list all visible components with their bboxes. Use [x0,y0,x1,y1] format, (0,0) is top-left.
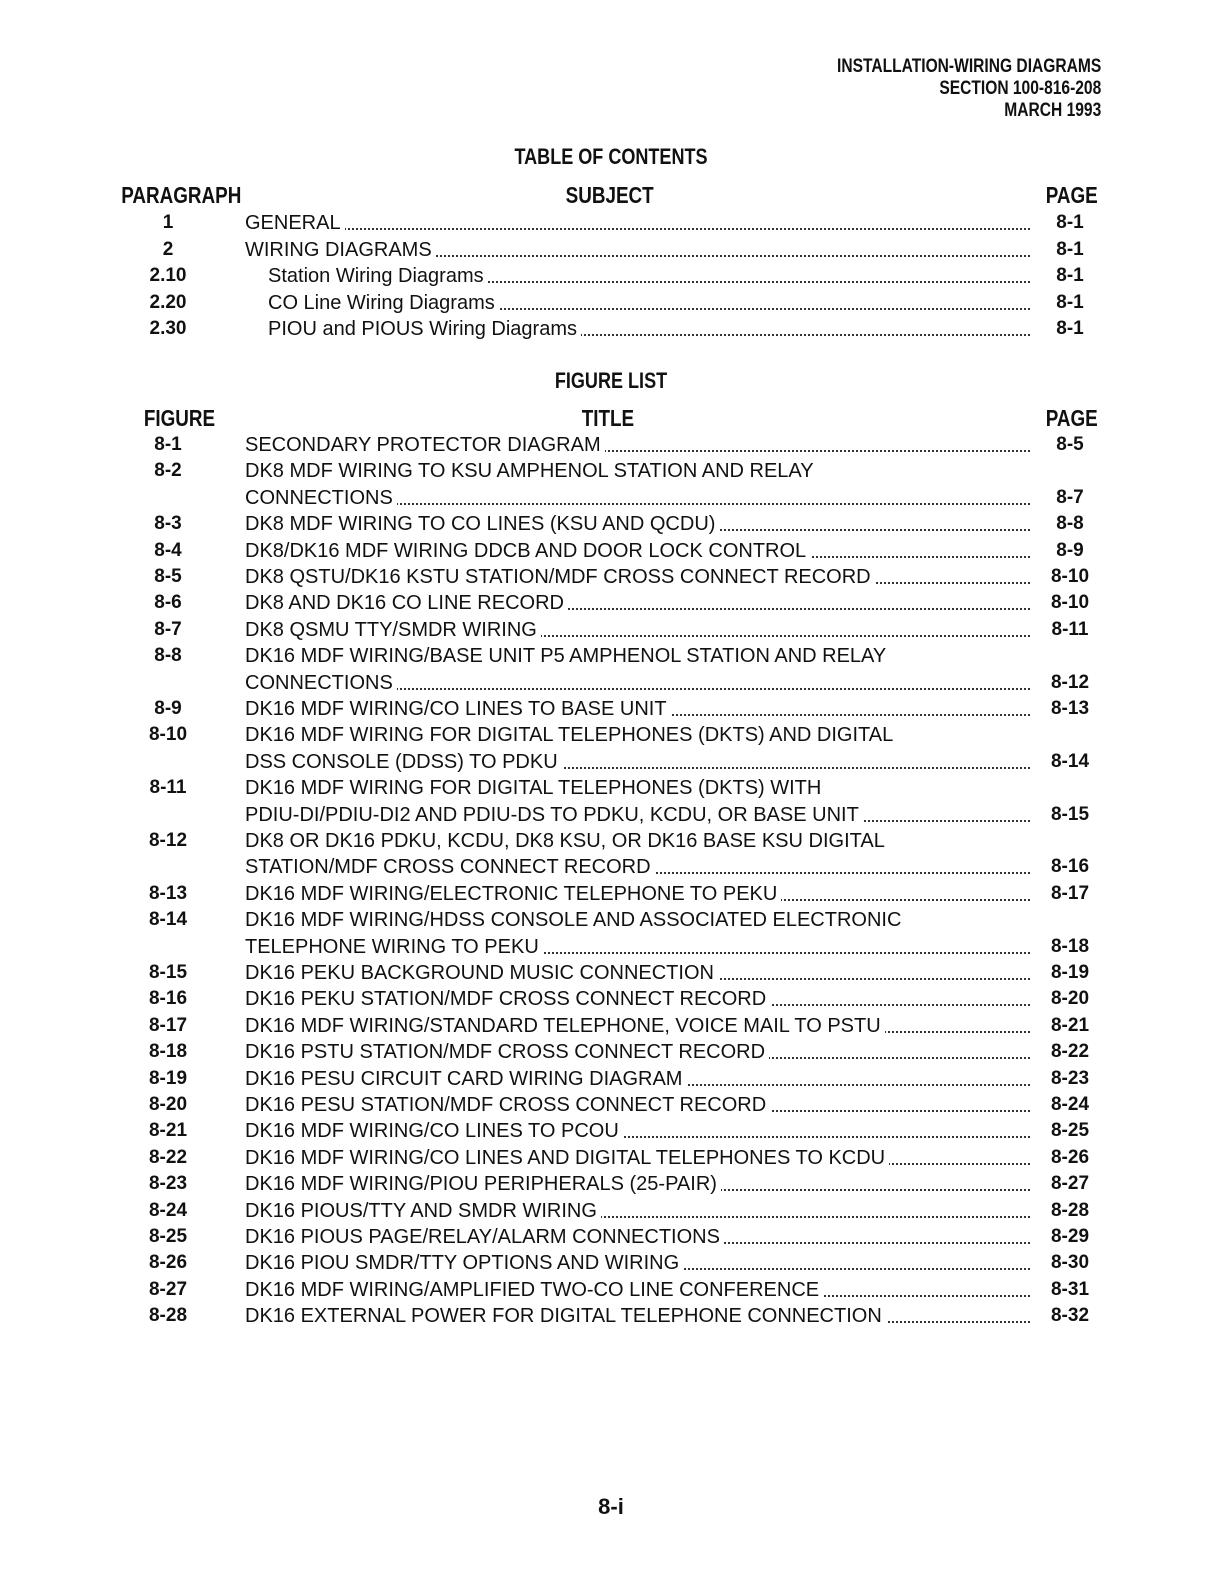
figure-entry-page: 8-22 [1050,1041,1090,1063]
figure-list-title: FIGURE LIST [554,368,668,393]
figure-entry [0,881,1222,907]
figure-entry-label: DK8/DK16 MDF WIRING DDCB AND DOOR LOCK CONTROL [245,540,810,562]
figure-entry-text [245,564,1030,590]
figure-entry-number: 8-15 [148,962,188,983]
figure-entry-label: DK16 PIOUS PAGE/RELAY/ALARM CONNECTIONS [245,1226,724,1248]
figure-entry [0,854,1222,880]
figure-entry-number: 8-5 [154,566,182,587]
figure-entry-label: DK8 AND DK16 CO LINE RECORD [245,592,568,614]
figure-entry-page: 8-26 [1050,1146,1090,1168]
figure-entry-text [245,432,1030,458]
figure-entry-label: DK16 MDF WIRING/BASE UNIT P5 AMPHENOL STATION AND RELAY [245,645,890,667]
figure-entry-number: 8-25 [148,1226,188,1247]
figure-entry-number: 8-6 [154,592,182,614]
figure-entry-number: 8-4 [154,539,182,561]
figure-entry-number: 8-13 [148,882,188,904]
header-title: INSTALLATION-WIRING DIAGRAMS [836,56,1101,77]
figure-entry [0,696,1222,722]
toc-entry-text [268,290,1030,316]
figure-entry-label: DK16 PESU CIRCUIT CARD WIRING DIAGRAM [245,1068,686,1090]
figure-entry-label: DK16 EXTERNAL POWER FOR DIGITAL TELEPHONE CONNECTION [245,1305,886,1327]
figure-entry-label: DK16 MDF WIRING/AMPLIFIED TWO-CO LINE CONFERENCE [245,1279,823,1301]
figure-entry-page: 8-10 [1050,592,1090,614]
figure-entry [0,1118,1222,1144]
figure-entry [0,1250,1222,1276]
toc-col-subject-label: SUBJECT [565,182,654,208]
figure-entry-label: DK16 PEKU STATION/MDF CROSS CONNECT RECORD [245,988,770,1010]
figure-entry-text [245,722,1030,748]
figure-entry-label: DK8 OR DK16 PDKU, KCDU, DK8 KSU, OR DK16 BASE KSU DIGITAL [245,830,889,852]
toc-entry [0,210,1222,236]
figure-entry-number: 8-12 [148,830,188,851]
toc-entry-text [245,237,1030,263]
figure-entry-text [245,907,1030,933]
figure-entry-page: 8-31 [1050,1278,1090,1300]
toc-entry [0,290,1222,316]
figure-entry-text [245,590,1030,616]
figure-entry-text [245,828,1030,854]
figure-entry [0,1145,1222,1171]
toc-entry-leader-dots [245,228,1030,230]
figure-entry-page: 8-18 [1050,935,1090,957]
figure-entry-text [245,1092,1030,1118]
toc-entry-page: 8-1 [1056,238,1084,260]
toc-entry [0,237,1222,263]
figure-entry-text [245,775,1030,801]
toc-entry-label: CO Line Wiring Diagrams [268,292,499,314]
figure-entry-page: 8-7 [1056,486,1084,508]
figure-entry-label: STATION/MDF CROSS CONNECT RECORD [245,856,655,878]
figure-entry-number: 8-8 [154,645,182,667]
figure-entry-text [245,1303,1030,1329]
toc-entry-text [268,316,1030,342]
figure-entry-page: 8-30 [1050,1252,1090,1274]
figure-entry-page: 8-32 [1050,1305,1090,1327]
figure-entry [0,564,1222,590]
figure-entry-text [245,802,1030,828]
figure-entry-text [245,511,1030,537]
figure-entry-number: 8-24 [148,1199,188,1221]
figure-col-figure-label: FIGURE [143,405,216,431]
toc-entry [0,316,1222,342]
figure-entry-label: DK16 PIOU SMDR/TTY OPTIONS AND WIRING [245,1252,683,1274]
toc-entry-label: GENERAL [245,212,345,234]
figure-entry-label: DK16 MDF WIRING/PIOU PERIPHERALS (25-PAIR) [245,1173,721,1195]
figure-entry-page: 8-9 [1056,539,1084,561]
figure-entry-label: DK16 MDF WIRING/STANDARD TELEPHONE, VOICE MAIL TO PSTU [245,1015,885,1037]
header-section: SECTION 100-816-208 [939,78,1101,99]
figure-col-title-label: TITLE [581,405,635,431]
toc-col-paragraph [108,182,255,209]
toc-entry-number: 2 [162,238,174,260]
figure-entry-number: 8-21 [148,1120,188,1142]
toc-entry-page: 8-1 [1056,291,1084,313]
figure-entry-page: 8-10 [1050,566,1090,587]
figure-entry-text [245,1013,1030,1039]
figure-entry [0,722,1222,748]
figure-entry-label: DK16 MDF WIRING/HDSS CONSOLE AND ASSOCIATED ELECTRONIC [245,909,905,931]
figure-entry-number: 8-14 [148,909,188,931]
figure-entry-number: 8-9 [154,698,182,719]
figure-entry-text [245,458,1030,484]
figure-entry-label: TELEPHONE WIRING TO PEKU [245,936,543,958]
figure-entry-text [245,1118,1030,1144]
figure-col-page [1040,405,1103,432]
figure-entry-text [245,1171,1030,1197]
figure-entry-label: DK16 MDF WIRING FOR DIGITAL TELEPHONES (DKTS) WITH [245,777,825,799]
figure-entry [0,485,1222,511]
figure-entry [0,1092,1222,1118]
figure-entry-label: DK16 PESU STATION/MDF CROSS CONNECT RECORD [245,1094,770,1116]
figure-entry-text [245,960,1030,986]
toc-entry-number: 2.20 [149,291,187,313]
figure-entry-page: 8-20 [1050,988,1090,1010]
toc-col-page-label: PAGE [1045,182,1098,208]
figure-col-page-label: PAGE [1045,405,1098,431]
figure-entry-number: 8-22 [148,1146,188,1168]
figure-entry [0,1303,1222,1329]
figure-entry [0,458,1222,484]
figure-entry-number: 8-18 [148,1041,188,1063]
figure-entry-number: 8-19 [148,1067,188,1089]
figure-entry-text [245,485,1030,511]
figure-entry [0,934,1222,960]
figure-entry-page: 8-27 [1050,1173,1090,1195]
figure-entry-page: 8-28 [1050,1199,1090,1221]
toc-col-paragraph-label: PARAGRAPH [121,182,242,208]
figure-entry-page: 8-11 [1051,618,1089,640]
figure-entry-text [245,1198,1030,1224]
figure-entry [0,643,1222,669]
figure-entry-text [245,1066,1030,1092]
toc-entry-text [268,263,1030,289]
figure-entry-page: 8-25 [1050,1120,1090,1142]
figure-entry-page: 8-16 [1050,856,1090,878]
figure-entry-number: 8-28 [148,1305,188,1327]
figure-entry-label: DK16 MDF WIRING/ELECTRONIC TELEPHONE TO PEKU [245,883,781,905]
figure-entry-number: 8-1 [154,434,182,455]
figure-entry [0,590,1222,616]
figure-entry-label: DK16 MDF WIRING/CO LINES TO BASE UNIT [245,698,671,720]
figure-entry-page: 8-8 [1056,513,1084,535]
figure-entry-label: CONNECTIONS [245,672,397,694]
toc-entry-text [245,210,1030,236]
figure-entry-page: 8-12 [1050,671,1090,693]
figure-entry-label: DK16 PIOUS/TTY AND SMDR WIRING [245,1200,601,1222]
figure-entry [0,617,1222,643]
header-date: MARCH 1993 [1004,100,1101,121]
figure-entry-page: 8-29 [1050,1226,1090,1247]
figure-entry [0,749,1222,775]
figure-entry [0,960,1222,986]
figure-entry-page: 8-5 [1056,434,1084,455]
figure-entry-label: DK8 QSTU/DK16 KSTU STATION/MDF CROSS CONNECT RECORD [245,566,875,588]
toc-entry-label: Station Wiring Diagrams [268,265,488,287]
figure-entry-page: 8-21 [1050,1014,1090,1036]
figure-entry-number: 8-3 [154,513,182,535]
toc-entry-number: 2.10 [149,265,187,286]
figure-entry-text [245,670,1030,696]
figure-entry-text [245,1277,1030,1303]
figure-entry [0,1198,1222,1224]
figure-entry [0,802,1222,828]
figure-entry [0,775,1222,801]
figure-entry-label: PDIU-DI/PDIU-DI2 AND PDIU-DS TO PDKU, KCDU, OR BASE UNIT [245,804,863,826]
figure-entry-number: 8-10 [148,724,188,746]
figure-entry-text [245,1039,1030,1065]
toc-entry-label: WIRING DIAGRAMS [245,239,436,261]
figure-entry-text [245,986,1030,1012]
figure-entry-page: 8-19 [1050,962,1090,983]
figure-entry-page: 8-24 [1050,1094,1090,1115]
figure-entry-text [245,617,1030,643]
figure-entry-page: 8-23 [1050,1067,1090,1089]
figure-entry-text [245,934,1030,960]
figure-entry-number: 8-16 [148,988,188,1010]
figure-entry [0,907,1222,933]
figure-entry-number: 8-7 [154,618,182,640]
figure-entry-text [245,1224,1030,1250]
figure-entry [0,1224,1222,1250]
figure-col-figure [136,405,223,432]
figure-entry-label: CONNECTIONS [245,487,397,509]
toc-entry-page: 8-1 [1056,265,1084,286]
figure-entry-label: DK8 MDF WIRING TO CO LINES (KSU AND QCDU) [245,513,719,535]
figure-entry-number: 8-20 [148,1094,188,1115]
figure-entry [0,1066,1222,1092]
toc-entry [0,263,1222,289]
figure-entry [0,670,1222,696]
figure-entry-label: DK8 QSMU TTY/SMDR WIRING [245,619,541,641]
toc-entry-page: 8-1 [1056,212,1084,233]
figure-entry [0,1277,1222,1303]
figure-entry-label: DK16 PEKU BACKGROUND MUSIC CONNECTION [245,962,718,984]
figure-entry-text [245,854,1030,880]
figure-entry-label: DK16 PSTU STATION/MDF CROSS CONNECT RECORD [245,1041,769,1063]
figure-entry [0,511,1222,537]
figure-entry-number: 8-27 [148,1278,188,1300]
figure-entry-text [245,643,1030,669]
toc-entry-page: 8-1 [1056,318,1084,339]
figure-entry-page: 8-17 [1050,882,1090,904]
figure-entry-label: DK16 MDF WIRING/CO LINES AND DIGITAL TELEPHONES TO KCDU [245,1147,889,1169]
figure-entry-number: 8-26 [148,1252,188,1274]
figure-entry-text [245,696,1030,722]
toc-col-page [1040,182,1103,209]
figure-entry [0,1039,1222,1065]
figure-entry [0,1171,1222,1197]
figure-entry [0,1013,1222,1039]
figure-entry [0,986,1222,1012]
figure-entry-number: 8-2 [154,460,182,482]
toc-entry-label: PIOU and PIOUS Wiring Diagrams [268,318,581,340]
figure-entry-label: SECONDARY PROTECTOR DIAGRAM [245,434,605,456]
figure-entry-text [245,749,1030,775]
figure-entry-label: DK16 MDF WIRING FOR DIGITAL TELEPHONES (DKTS) AND DIGITAL [245,724,897,746]
figure-entry-page: 8-14 [1050,750,1090,772]
figure-entry-page: 8-15 [1050,803,1090,825]
figure-entry-label: DSS CONSOLE (DDSS) TO PDKU [245,751,562,773]
toc-title: TABLE OF CONTENTS [514,144,708,169]
figure-entry-number: 8-11 [149,777,187,799]
page-number: 8-i [598,1494,624,1519]
figure-entry [0,828,1222,854]
document-header [779,56,1101,122]
figure-entry-page: 8-13 [1050,698,1090,719]
figure-entry [0,432,1222,458]
figure-entry [0,538,1222,564]
figure-entry-text [245,1145,1030,1171]
figure-entry-text [245,1250,1030,1276]
toc-entry-number: 1 [162,212,174,233]
figure-entry-text [245,881,1030,907]
figure-col-title [576,405,640,432]
toc-entry-number: 2.30 [149,318,187,339]
figure-entry-label: DK16 MDF WIRING/CO LINES TO PCOU [245,1120,623,1142]
figure-entry-text [245,538,1030,564]
figure-entry-label: DK8 MDF WIRING TO KSU AMPHENOL STATION AND RELAY [245,460,818,482]
figure-entry-number: 8-23 [148,1173,188,1195]
toc-col-subject [556,182,663,209]
figure-entry-number: 8-17 [148,1014,188,1036]
